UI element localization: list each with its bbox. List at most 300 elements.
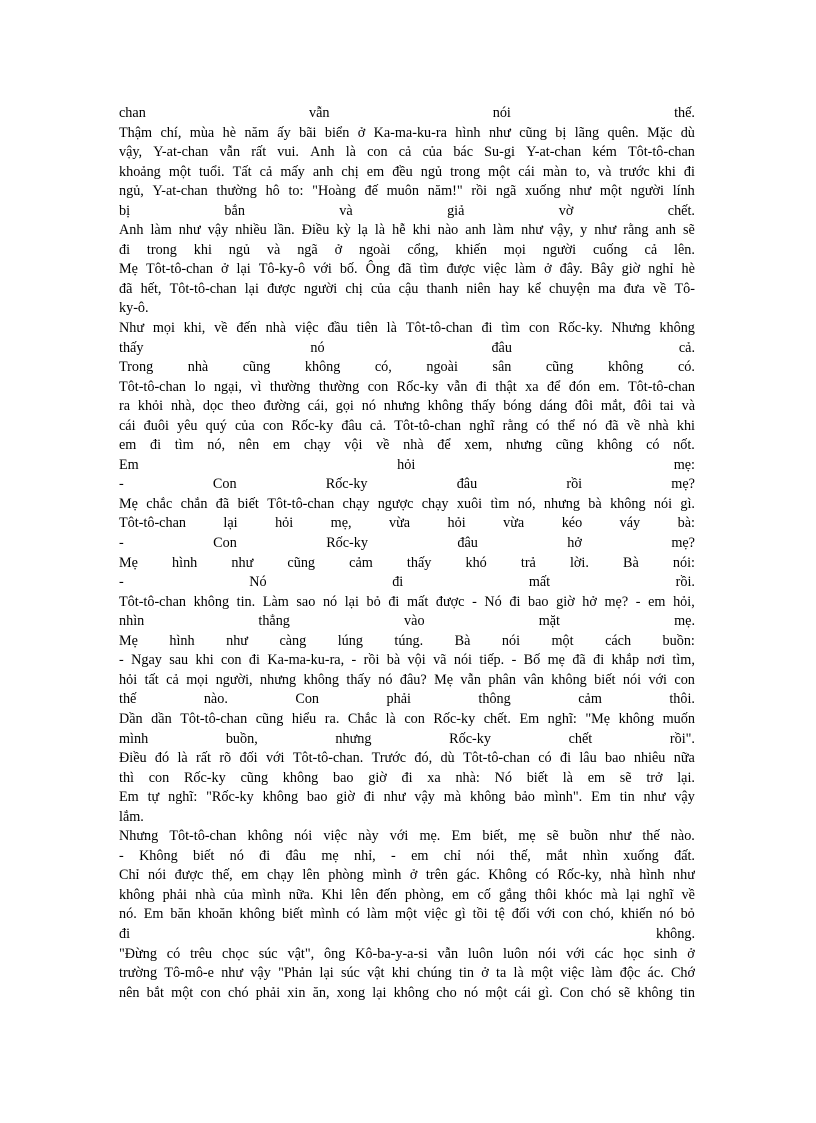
word: có (535, 867, 549, 884)
word: gì. (538, 984, 553, 1001)
body-text (119, 104, 695, 1003)
word: thế. (674, 105, 695, 121)
word: chị (345, 280, 363, 297)
word: chỉ (443, 847, 462, 864)
word: ma (598, 280, 616, 297)
word: Rốc-ky (326, 535, 368, 552)
word: mẹ (518, 828, 536, 845)
word: có (166, 945, 181, 962)
word: Tôt-tô-chan. (292, 750, 364, 767)
word: yêu (177, 417, 198, 434)
word: mọi (503, 241, 526, 258)
word: Rốc-ky (183, 769, 226, 786)
word: mẹ? (671, 535, 695, 552)
word: Anh (119, 222, 144, 239)
word: "Rốc-ky (206, 789, 254, 806)
word: Trong (119, 359, 154, 376)
word: về (376, 437, 390, 454)
word: khắp (611, 652, 640, 669)
word: việc (424, 906, 448, 923)
text-line (119, 339, 695, 359)
text-line (119, 358, 695, 378)
word: nói (294, 828, 313, 845)
word: quý (205, 417, 227, 434)
word: nhìn (119, 613, 145, 630)
word: vậy (250, 965, 271, 982)
word: như (221, 965, 244, 982)
word: súc (258, 945, 278, 962)
word: lại (319, 965, 334, 982)
word: thấy (346, 671, 371, 688)
word: xuống (623, 847, 659, 864)
word: dần (151, 710, 172, 727)
word: lần. (273, 222, 295, 239)
word: như (383, 789, 406, 806)
word: càng (279, 632, 307, 649)
word: lãng (574, 124, 600, 141)
word: Rốc-ky (291, 417, 334, 434)
word: ta (496, 965, 507, 982)
word: Khi (321, 886, 343, 903)
word: nó (463, 984, 479, 1001)
word: đối (511, 906, 530, 923)
word: trêu (190, 945, 213, 962)
word: một (551, 632, 574, 649)
word: nó (322, 593, 338, 610)
text-line (119, 945, 695, 965)
word: ngã (297, 241, 318, 258)
word: không (239, 906, 275, 923)
word: một (168, 163, 191, 180)
word: nó (361, 398, 376, 415)
word: như (521, 222, 543, 239)
word: khi (676, 417, 695, 434)
word: Bà (623, 554, 639, 571)
word: chắn (180, 495, 208, 512)
word: nhà (265, 320, 287, 337)
word: nói (148, 867, 167, 884)
word: Rốc-ky, (557, 867, 602, 884)
word: giờ (368, 769, 387, 786)
word: buồn (569, 828, 599, 845)
word: vật", (287, 945, 315, 962)
word: mất (406, 593, 429, 610)
word: mùa (189, 124, 215, 141)
word: khi (412, 222, 431, 239)
word: thế (642, 828, 660, 845)
word: mà (600, 886, 618, 903)
word: rồi (363, 652, 380, 669)
word: buồn, (225, 730, 258, 747)
word: không (119, 886, 155, 903)
word: vội (344, 437, 363, 454)
word: mà (443, 789, 462, 806)
word: trong (450, 163, 481, 180)
word: Chắc (347, 710, 378, 727)
word: thế, (509, 847, 531, 864)
word: Ông (365, 261, 391, 278)
word: Con (559, 984, 584, 1001)
word: và (266, 241, 281, 258)
word: khỏi (137, 398, 164, 415)
word: biết (237, 495, 259, 512)
word: đầu (327, 320, 348, 337)
word: con (148, 769, 170, 786)
word: tin (679, 984, 695, 1001)
word: mẹ? (671, 476, 695, 493)
word: anh (312, 163, 334, 180)
text-line (119, 475, 695, 495)
word: hình (169, 632, 195, 649)
word: chạy (421, 495, 449, 512)
text-line (119, 260, 695, 280)
word: Mẹ (119, 495, 138, 512)
word: khiến (455, 241, 487, 258)
word: hỏi (119, 671, 138, 688)
word: y (580, 222, 588, 239)
word: Em (591, 789, 611, 806)
word: Nó (484, 593, 502, 610)
word: niên (466, 280, 491, 297)
word: cả (166, 671, 179, 688)
word: cũng (242, 359, 271, 376)
word: thông (478, 691, 511, 708)
word: mẹ: (673, 456, 695, 473)
word: Không (139, 847, 178, 864)
word: nốt. (673, 437, 695, 454)
text-line (119, 964, 695, 984)
word: hở (582, 593, 597, 610)
word: được (267, 280, 296, 297)
text-line (119, 319, 695, 339)
word: Tôt-tô-chan (169, 828, 237, 845)
word: biết (281, 906, 304, 923)
word: đã (119, 280, 133, 297)
text-line (119, 866, 695, 886)
word: vẫn (309, 105, 330, 121)
word: Y-at-chan (152, 183, 208, 200)
word: - (351, 652, 357, 669)
word: chạy (303, 437, 331, 454)
word: làm (366, 906, 388, 923)
word: về (626, 417, 641, 434)
text-line (119, 905, 695, 925)
word: Chớ (670, 965, 695, 982)
word: mắt, (600, 398, 626, 415)
word: một (394, 906, 418, 923)
word: xa (427, 769, 441, 786)
word: lại (223, 515, 238, 532)
word: vã (433, 652, 447, 669)
word: Ngay (131, 652, 162, 669)
word: lên. (674, 241, 695, 258)
word: nữa. (288, 886, 314, 903)
word: đâu? (399, 671, 427, 688)
text-line (119, 593, 695, 613)
word: và (339, 202, 353, 219)
word: gì (454, 906, 466, 923)
word: nhưng (260, 671, 297, 688)
word: được (174, 867, 204, 884)
word: nghĩ: (547, 710, 577, 727)
word: tìm (174, 437, 194, 454)
word: Tôt-tô-chan (119, 378, 186, 395)
word: chó (228, 984, 249, 1001)
word: cũng (287, 554, 316, 571)
word: hình (172, 554, 198, 571)
word: nhỉ, (354, 847, 376, 864)
word: người (630, 183, 664, 200)
word: Y-at-chan (526, 144, 582, 161)
word: không (262, 789, 299, 806)
word: bị (555, 124, 567, 141)
word: là (513, 965, 524, 982)
word: Điều (301, 222, 330, 239)
word: Điều (119, 750, 147, 767)
word: kéo (561, 515, 583, 532)
word: cách (605, 632, 632, 649)
word: nó, (517, 495, 536, 512)
word: chuyện (549, 280, 591, 297)
word: Tôt-tô-chan (119, 515, 186, 532)
word: không (470, 789, 506, 806)
word: bao (605, 750, 626, 767)
word: đâu (457, 535, 478, 552)
word: tìm (419, 261, 439, 278)
word: đi (559, 750, 572, 767)
word: bà: (677, 515, 695, 532)
word: vẫn (446, 378, 468, 395)
word: cái (514, 984, 531, 1001)
word: đi (593, 652, 605, 669)
word: xuống (525, 183, 561, 200)
word: Tô-ky-ô (258, 261, 306, 278)
word: gác. (456, 867, 480, 884)
word: phải (255, 984, 281, 1001)
word: có (538, 750, 552, 767)
word: cũng (240, 769, 269, 786)
word: việc (560, 965, 584, 982)
word: em (648, 593, 666, 610)
word: không (193, 593, 230, 610)
text-line (119, 241, 695, 261)
text-line (119, 651, 695, 671)
word: làm (492, 222, 515, 239)
word: - (119, 574, 124, 591)
word: nghỉ (648, 261, 674, 278)
word: làm (150, 222, 172, 239)
word: to, (575, 163, 590, 180)
word: với (389, 828, 409, 845)
word: nghĩ (648, 886, 674, 903)
word: mọi (152, 320, 175, 337)
word: "Mẹ (585, 710, 611, 727)
word: của (223, 886, 244, 903)
word: bố. (339, 261, 358, 278)
word: nhà (610, 867, 631, 884)
word: luôn (503, 945, 529, 962)
word: Tất (232, 163, 252, 180)
word: Tôt-tô-chan (145, 261, 213, 278)
word: lên (302, 867, 320, 884)
word: hè (222, 124, 237, 141)
word: sinh (653, 945, 678, 962)
word: theo (231, 398, 256, 415)
word: đi (475, 378, 487, 395)
word: và (598, 163, 612, 180)
word: ở (409, 867, 418, 884)
word: vậy (674, 789, 695, 806)
word: lại (244, 280, 259, 297)
word: một (488, 163, 511, 180)
word: Con (212, 476, 237, 493)
word: rất (196, 750, 211, 767)
word: vân (523, 671, 544, 688)
word: mẹ (321, 847, 339, 864)
word: với (265, 750, 285, 767)
text-line (119, 749, 695, 769)
word: không. (655, 925, 695, 942)
word: em (241, 867, 259, 884)
word: giờ (336, 789, 355, 806)
text-line (119, 710, 695, 730)
word: đi (259, 847, 271, 864)
word: ấy (277, 124, 291, 141)
word: biết (594, 671, 616, 688)
word: nó, (207, 437, 226, 454)
word: để (437, 437, 451, 454)
word: ngủ (420, 163, 443, 180)
text-line (119, 143, 695, 163)
word: sau (169, 652, 189, 669)
word: nhà, (170, 398, 195, 415)
word: hỏi (275, 515, 294, 532)
word: băn (170, 906, 191, 923)
word: lo (194, 378, 206, 395)
word: một (599, 183, 622, 200)
word: bác (453, 144, 474, 161)
word: Tôt-tô-chan (628, 378, 695, 395)
word: Tôt-tô-chan (267, 495, 335, 512)
word: Tô- (674, 280, 695, 297)
word: ở (220, 261, 229, 278)
word: Y-at-chan (153, 144, 209, 161)
word: rồi (566, 476, 583, 493)
word: nên (238, 437, 260, 454)
word: Bà (454, 632, 471, 649)
word: mình (372, 867, 402, 884)
word: rõ (219, 750, 232, 767)
word: Mẹ (434, 671, 453, 688)
word: Nó (494, 769, 512, 786)
word: không (247, 828, 283, 845)
word: đến (376, 886, 397, 903)
word: mắt (546, 847, 568, 864)
word: làm (514, 261, 537, 278)
word: không (608, 359, 644, 376)
word: lại (372, 984, 387, 1001)
word: thấy (406, 554, 432, 571)
word: trong (146, 241, 177, 258)
word: sẽ (546, 828, 559, 845)
word: một (485, 984, 508, 1001)
word: của (235, 417, 255, 434)
word: đã (215, 495, 230, 512)
word: Mẹ (119, 554, 138, 571)
text-line (119, 182, 695, 202)
word: phải (386, 691, 411, 708)
word: bãi (299, 124, 317, 141)
word: có. (678, 359, 695, 376)
word: gì. (680, 495, 695, 512)
text-line (119, 534, 695, 554)
word: khó (465, 554, 487, 571)
word: chí, (160, 124, 182, 141)
word: hô (265, 183, 280, 200)
text-line (119, 769, 695, 789)
word: chị (341, 163, 359, 180)
word: khi, (183, 320, 206, 337)
word: vội (407, 652, 426, 669)
word: - (119, 847, 124, 864)
word: cả (644, 241, 658, 258)
word: được (435, 593, 465, 610)
word: mất (528, 574, 551, 591)
word: mẹ, (330, 515, 352, 532)
word: không (303, 671, 339, 688)
word: gắng (498, 886, 527, 903)
word: cậu (398, 280, 419, 297)
word: cả (259, 163, 273, 180)
word: có (646, 437, 660, 454)
word: nó (310, 339, 325, 356)
word: vậy (414, 789, 435, 806)
word: mình (310, 906, 340, 923)
word: thì (119, 769, 134, 786)
word: nghĩ (469, 417, 495, 434)
word: sẽ (618, 984, 631, 1001)
text-line (119, 612, 695, 632)
word: biết, (482, 828, 508, 845)
word: vậy (207, 222, 229, 239)
word: như (569, 183, 592, 200)
word: Nhưng (611, 320, 651, 337)
word: với (648, 671, 667, 688)
word: vờ (558, 202, 574, 219)
word: anh (465, 222, 486, 239)
word: đến (236, 320, 257, 337)
word: thấy (119, 339, 144, 356)
word: giờ (556, 593, 575, 610)
word: có (535, 417, 550, 434)
word: nó (378, 671, 393, 688)
word: đâu (491, 339, 512, 356)
word: nhiều (235, 222, 267, 239)
word: đều (392, 163, 413, 180)
word: cuống (592, 241, 628, 258)
word: nhà (648, 417, 669, 434)
word: đó, (414, 750, 433, 767)
word: nơi (646, 652, 666, 669)
word: - (391, 847, 396, 864)
word: có, (374, 359, 392, 376)
word: Rốc-ky (449, 730, 491, 747)
word: việc (294, 320, 319, 337)
word: xa (525, 378, 539, 395)
word: ra. (324, 710, 340, 727)
word: thế, (211, 867, 233, 884)
word: thật (495, 378, 517, 395)
